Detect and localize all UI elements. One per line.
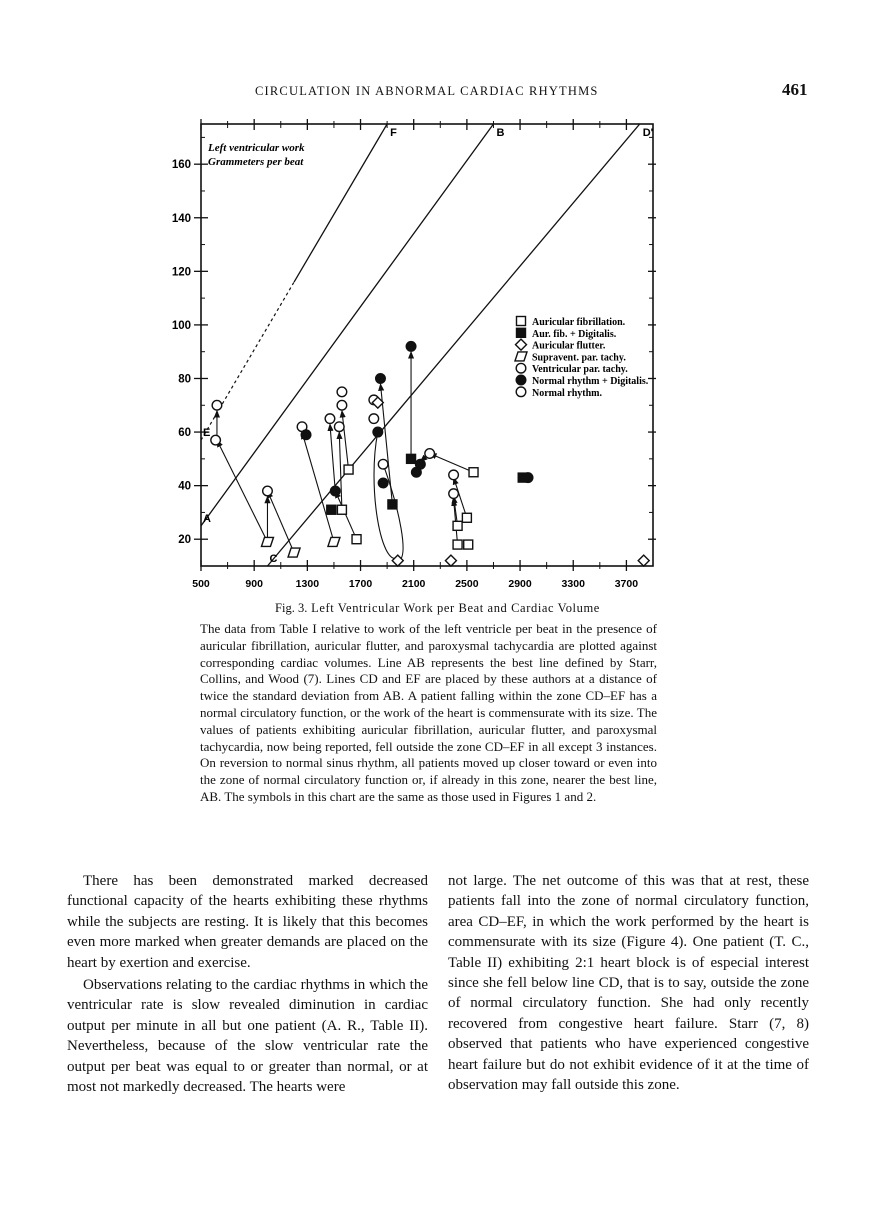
data-point (344, 465, 353, 474)
x-tick-label: 3300 (561, 578, 585, 590)
data-point (337, 400, 347, 410)
line-start-label: C (269, 553, 278, 565)
data-point (211, 435, 221, 445)
data-point (469, 468, 478, 477)
arrow (335, 491, 356, 539)
arrow (430, 453, 474, 472)
legend-label: Normal rhythm + Digitalis. (532, 376, 649, 387)
data-point (301, 430, 311, 440)
line-end-label: F (390, 127, 397, 139)
line-end-label: D' (642, 127, 654, 139)
data-point (330, 486, 340, 496)
x-tick-label: 900 (245, 578, 263, 590)
data-point (337, 505, 346, 514)
x-tick-label: 500 (192, 578, 210, 590)
data-point (425, 449, 435, 459)
legend-label: Auricular flutter. (532, 340, 606, 352)
y-tick-label: 160 (171, 159, 191, 172)
y-tick-label: 100 (171, 319, 191, 332)
running-head: CIRCULATION IN ABNORMAL CARDIAC RHYTHMS (255, 84, 599, 98)
y-tick-label: 80 (178, 373, 191, 386)
data-point (328, 537, 340, 546)
data-point (288, 548, 300, 557)
data-point (376, 374, 386, 384)
line-start-label: A (203, 512, 211, 525)
x-tick-label: 1300 (295, 578, 320, 590)
legend-label: Supravent. par. tachy. (532, 352, 626, 364)
x-tick-label: 2900 (508, 578, 532, 590)
line-end-label: B (496, 127, 505, 139)
data-point (407, 454, 416, 463)
paragraph: There has been demonstrated marked decreased functional capacity of the hearts exhibiting these rhythms while the subjects are resting. It is likely that this becomes even more marked when greater demands are placed on the heart by exertion and exercise. (67, 873, 428, 971)
data-point (334, 422, 344, 432)
data-point (325, 414, 335, 424)
arrow (330, 424, 335, 491)
paragraph: Observations relating to the cardiac rhythms in which the ventricular rate is slow revealed diminution in cardiac output per minute in all but one patient (A. R., Table II). Nevertheless, because of the slow ventricular rate the output per beat was equal to or greater than normal, or at most not markedly decreased. The hearts were (67, 977, 428, 1096)
legend-symbol (516, 363, 526, 373)
data-point (263, 486, 273, 496)
legend-symbol (516, 387, 526, 397)
page-number: 461 (782, 80, 808, 99)
data-point (638, 555, 649, 566)
legend-symbol (515, 352, 527, 361)
data-point (212, 400, 222, 410)
legend-label: Auricular fibrillation. (532, 317, 626, 328)
data-point (406, 342, 416, 352)
curved-connector (374, 432, 398, 558)
paragraph: not large. The net outcome of this was that at rest, these patients fall into the zone of normal circulatory function, area CD–EF, in which the work performed by the heart is commensurate with its size (Figure 4). One patient (T. C., Table II) exhibiting 2:1 heart block is of especial interest since she fell below line CD, that is to say, outside the zone of normal circulatory function. She had only recently recovered from congestive heart failure. Starr (7, 8) observed that patients who have experienced congestive heart failure but do not exhibit evidence of it at the time of observation may fall outside this zone. (448, 873, 809, 1094)
figure-label: Fig. 3. (275, 601, 308, 615)
data-point (453, 521, 462, 530)
figure-caption: The data from Table I relative to work of the left ventricle per beat in the presence of auricular fibrillation, auricular flutter, and paroxysmal tachycardia are plotted against corresponding cardiac volumes. Line AB represents the best line defined by Starr, Collins, and Wood (7). Lines CD and EF are placed by these authors at a distance of twice the standard deviation from AB. A patient falling within the zone CD–EF has a normal circulatory function, or the work of the heart is commensurate with its size. The values of patients exhibiting auricular fibrillation, auricular flutter, and paroxysmal tachycardia, now being reported, fell outside the zone CD–EF in all except 3 instances. On reversion to normal sinus rhythm, all patients moved up closer toward or even into the zone of normal circulatory function or, if already in this zone, nearer the best line, AB. The symbols in this chart are the same as those used in Figures 1 and 2. (200, 621, 657, 804)
legend-label: Ventricular par. tachy. (532, 364, 628, 376)
data-point (261, 537, 273, 546)
data-point (378, 478, 388, 488)
figure-title-text: Left Ventricular Work per Beat and Cardiac Volume (311, 601, 600, 615)
x-tick-label: 1700 (348, 578, 373, 590)
y-tick-label: 20 (178, 534, 191, 547)
y-tick-label: 120 (171, 266, 191, 279)
data-point (337, 387, 347, 397)
y-tick-label: 40 (178, 480, 191, 493)
legend-label: Normal rhythm. (532, 387, 602, 399)
data-point (416, 459, 426, 469)
legend-symbol (516, 375, 526, 385)
legend-symbol (517, 328, 526, 337)
arrow (302, 432, 334, 542)
body-right-column (448, 871, 809, 1095)
data-point (352, 535, 361, 544)
legend-symbol (517, 317, 526, 326)
legend-symbol (516, 339, 527, 350)
y-axis-title: Left ventricular work (208, 142, 305, 154)
data-point (327, 505, 336, 514)
data-point (449, 470, 459, 480)
data-point (373, 427, 383, 437)
figure-chart (0, 0, 875, 600)
data-point (462, 513, 471, 522)
data-point (378, 459, 388, 469)
data-point (449, 489, 459, 499)
x-tick-label: 3700 (614, 578, 639, 590)
figure-title (0, 601, 875, 616)
x-tick-label: 2100 (402, 578, 426, 590)
data-point (464, 540, 473, 549)
data-point (445, 555, 456, 566)
legend-label: Aur. fib. + Digitalis. (532, 328, 617, 340)
line-start-label: E (203, 427, 211, 440)
arrow (342, 411, 349, 470)
y-axis-title: Grammeters per beat (208, 156, 304, 168)
data-point (369, 414, 379, 424)
y-tick-label: 140 (171, 212, 191, 225)
x-tick-label: 2500 (455, 578, 479, 590)
arrow (339, 432, 342, 510)
body-left-column (67, 871, 428, 1097)
y-tick-label: 60 (178, 427, 191, 440)
arrow (217, 440, 268, 542)
data-point (453, 540, 462, 549)
data-point (388, 500, 397, 509)
data-point (523, 473, 533, 483)
line-ef (294, 124, 387, 282)
